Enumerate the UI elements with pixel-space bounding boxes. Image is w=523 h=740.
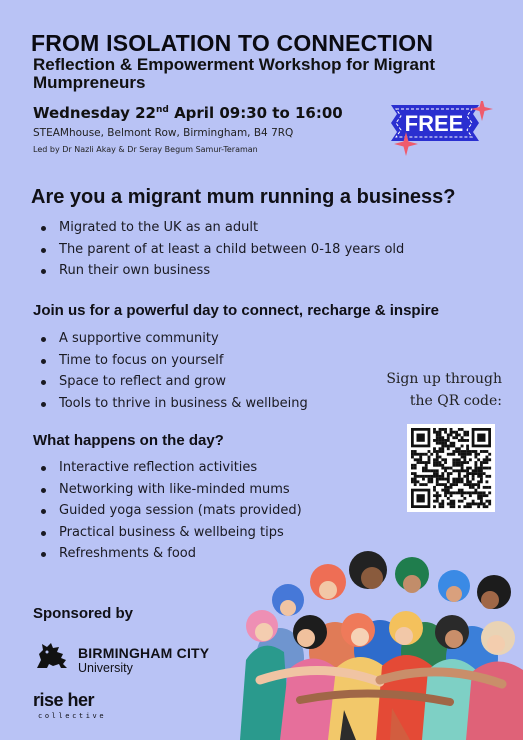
list-item: Migrated to the UK as an adult bbox=[33, 217, 404, 239]
list-item: Networking with like-minded mums bbox=[33, 479, 302, 501]
benefits-list bbox=[33, 328, 308, 414]
qr-code[interactable] bbox=[407, 424, 495, 512]
event-address: STEAMhouse, Belmont Row, Birmingham, B4 7RQ bbox=[33, 127, 294, 139]
date-suffix: nd bbox=[155, 105, 169, 115]
list-item: Guided yoga session (mats provided) bbox=[33, 500, 302, 522]
event-subtitle: Reflection & Empowerment Workshop for Migrant Mumpreneurs bbox=[33, 55, 436, 92]
event-title: FROM ISOLATION TO CONNECTION bbox=[31, 30, 434, 56]
list-item: Tools to thrive in business & wellbeing bbox=[33, 393, 308, 415]
women-hugging-illustration bbox=[240, 540, 523, 740]
sponsored-heading: Sponsored by bbox=[33, 605, 134, 622]
day-heading: What happens on the day? bbox=[33, 432, 224, 449]
rise-her-logo: rise her bbox=[33, 690, 95, 710]
signup-line-1: Sign up through bbox=[386, 371, 502, 387]
list-item: Practical business & wellbeing tips bbox=[33, 522, 302, 544]
criteria-list bbox=[33, 217, 404, 282]
list-item: Interactive reflection activities bbox=[33, 457, 302, 479]
bcu-university: University bbox=[78, 661, 133, 675]
list-item: Run their own business bbox=[33, 260, 404, 282]
list-item: The parent of at least a child between 0-18 years old bbox=[33, 239, 404, 261]
join-heading: Join us for a powerful day to connect, recharge & inspire bbox=[33, 302, 439, 319]
date-day: Wednesday 22 bbox=[33, 104, 156, 122]
event-led-by: Led by Dr Nazli Akay & Dr Seray Begum Samur-Teraman bbox=[33, 145, 258, 154]
signup-note bbox=[376, 368, 502, 412]
sparkle-icon bbox=[394, 132, 418, 156]
list-item: Time to focus on yourself bbox=[33, 350, 308, 372]
date-time: April 09:30 to 16:00 bbox=[168, 104, 343, 122]
lion-logo-icon bbox=[33, 638, 71, 676]
list-item: Space to reflect and grow bbox=[33, 371, 308, 393]
list-item: A supportive community bbox=[33, 328, 308, 350]
event-date bbox=[33, 104, 343, 122]
signup-line-2: the QR code: bbox=[409, 393, 502, 409]
bcu-name: BIRMINGHAM CITY bbox=[78, 645, 210, 661]
rise-her-collective: collective bbox=[38, 712, 107, 720]
list-item: Refreshments & food bbox=[33, 543, 302, 565]
free-label: FREE bbox=[404, 111, 464, 136]
question-heading: Are you a migrant mum running a business? bbox=[31, 186, 456, 208]
